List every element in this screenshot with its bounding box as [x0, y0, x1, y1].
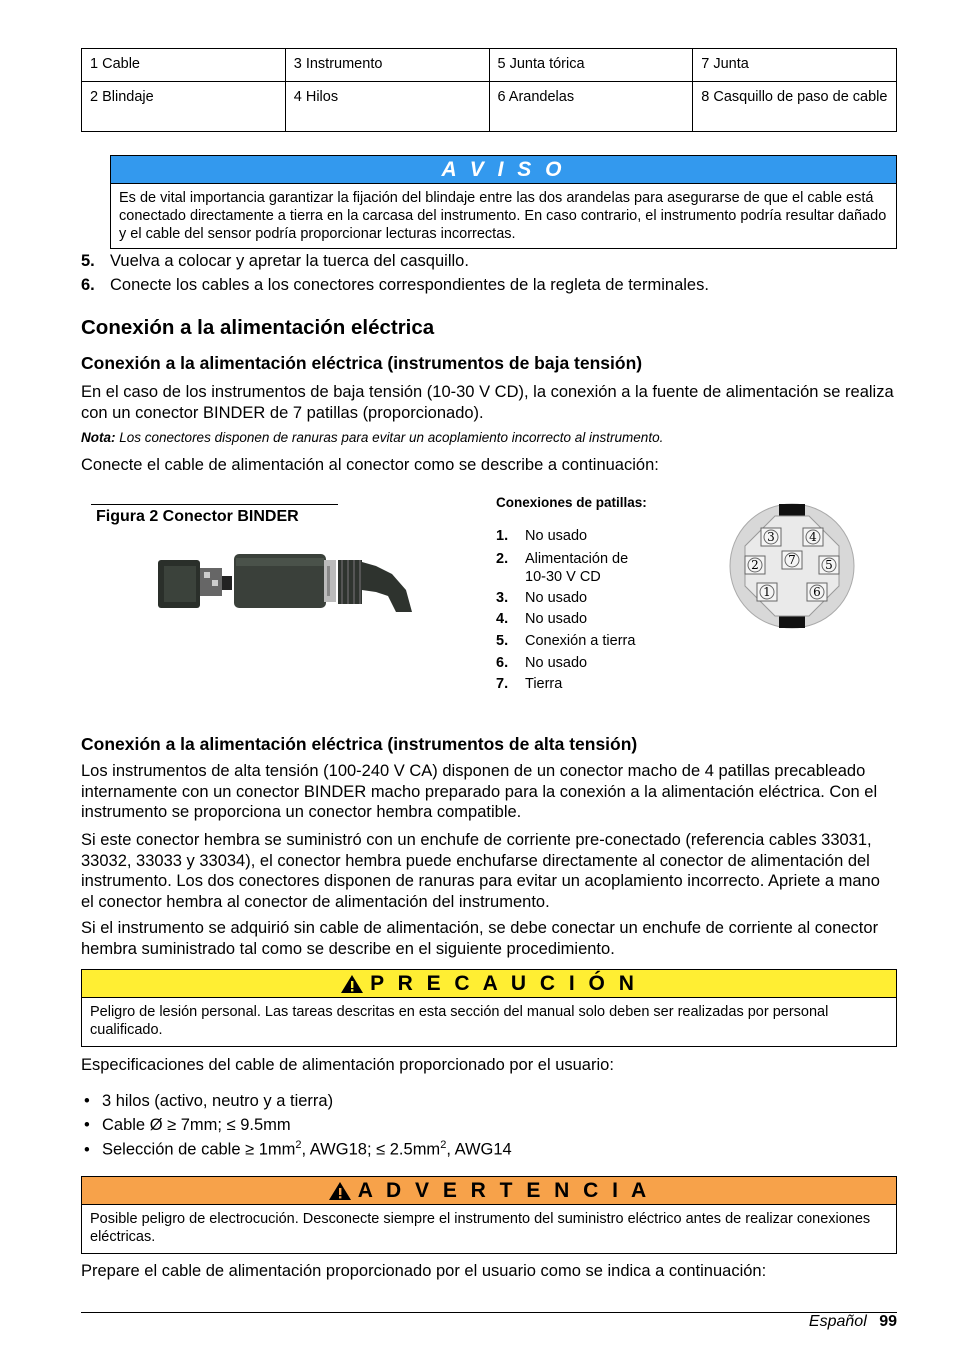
advertencia-box — [81, 1176, 897, 1254]
superscript: 2 — [295, 1139, 302, 1151]
spec-text: Cable Ø ≥ 7mm; ≤ 9.5mm — [102, 1116, 291, 1134]
pin-label: 5 — [825, 558, 833, 572]
note — [81, 430, 663, 445]
pin-label: 3 — [767, 530, 775, 544]
note-text: Los conectores disponen de ranuras para evitar un acoplamiento incorrecto al instrumento. — [119, 430, 664, 445]
pin-5 — [819, 556, 839, 574]
pin-number: 5. — [496, 633, 509, 649]
footer — [809, 1313, 897, 1331]
low-voltage-paragraph: En el caso de los instrumentos de baja tensión (10-30 V CD), la conexión a la fuente de alimentación se realiza con un conector BINDER de 7 patillas (proporcionado). — [81, 383, 894, 422]
advertencia-title: A D V E R T E N C I A — [357, 1178, 651, 1202]
pin-text: No usado — [525, 528, 588, 544]
section-title: Conexión a la alimentación eléctrica — [81, 316, 435, 339]
precaucion-text: Peligro de lesión personal. Las tareas descritas en esta sección del manual solo deben ser realizadas por personal cualificado. — [90, 1004, 829, 1038]
low-voltage-title: Conexión a la alimentación eléctrica (instrumentos de baja tensión) — [81, 353, 643, 373]
pin-number: 2. — [496, 551, 509, 567]
step-number: 5. — [81, 252, 95, 270]
pin-number: 6. — [496, 655, 509, 671]
step-item — [81, 276, 709, 295]
aviso-text: Es de vital importancia garantizar la fijación del blindaje entre las dos arandelas para asegurarse de que el cable está conectado directamente a tierra en la carcasa del instrumento. En caso contrario, el instrumento podría resultar dañado y el cable del sensor podría proporcionar lecturas incorrectas. — [119, 190, 887, 242]
footer-language: Español — [808, 1313, 867, 1330]
pins-title: Conexiones de patillas: — [496, 495, 647, 510]
table-cell: 8 Casquillo de paso de cable — [693, 82, 897, 132]
warning-icon — [340, 974, 364, 994]
pin-number: 1. — [496, 528, 509, 544]
pin-text: No usado — [525, 655, 588, 671]
advertencia-header — [82, 1177, 896, 1205]
step-item — [81, 252, 469, 271]
pin-diagram — [727, 502, 857, 630]
figure-rule — [91, 504, 338, 505]
pin-3 — [761, 528, 781, 546]
high-voltage-paragraph-3: Si el instrumento se adquirió sin cable de alimentación, se debe conectar un enchufe de corriente al conector hembra suministrado tal como se describe en el siguiente procedimiento. — [81, 919, 879, 958]
spec-text-a: Selección de cable ≥ 1mm — [102, 1140, 296, 1159]
pin-number: 4. — [496, 611, 509, 627]
spec-text: 3 hilos (activo, neutro y a tierra) — [102, 1092, 334, 1110]
pin-label: 2 — [751, 558, 759, 572]
pin-label: 6 — [813, 585, 821, 599]
pin-text: Conexión a tierra — [525, 633, 636, 649]
pin-label: 4 — [809, 530, 817, 544]
figure-caption: Figura 2 Conector BINDER — [96, 508, 299, 525]
pin-item — [496, 611, 587, 627]
warning-icon — [328, 1181, 352, 1201]
pin-item — [496, 550, 666, 586]
table-cell: 4 Hilos — [285, 82, 489, 132]
pin-text: Alimentación de 10-30 V CD — [525, 551, 629, 585]
pin-item — [496, 528, 587, 544]
advertencia-text: Posible peligro de electrocución. Desconecte siempre el instrumento del suministro eléctrico antes de realizar conexiones eléctricas. — [90, 1211, 871, 1245]
spec-text-c: , AWG14 — [446, 1140, 512, 1159]
list-item: • Cable Ø ≥ 7mm; ≤ 9.5mm — [84, 1116, 291, 1134]
pin-number: 7. — [496, 676, 509, 692]
pin-text: Tierra — [525, 676, 563, 692]
pin-label: 7 — [788, 553, 796, 567]
precaucion-box — [81, 969, 897, 1047]
pin-text: No usado — [525, 611, 588, 627]
high-voltage-title: Conexión a la alimentación eléctrica (instrumentos de alta tensión) — [81, 734, 638, 754]
pin-item — [496, 676, 562, 692]
aviso-box — [110, 155, 897, 249]
pin-item — [496, 655, 587, 671]
binder-connector-image — [156, 550, 414, 616]
pin-item — [496, 590, 587, 606]
step-number: 6. — [81, 276, 95, 294]
table-row — [82, 49, 897, 82]
spec-intro: Especificaciones del cable de alimentación proporcionado por el usuario: — [81, 1056, 614, 1074]
pin-2 — [745, 556, 765, 574]
pin-6 — [807, 583, 827, 601]
list-item: • Selección de cable ≥ $1mm^2$, AWG18; ≤ $2.5mm^2$, AWG14 — [84, 1139, 512, 1159]
precaucion-header — [82, 970, 896, 998]
precaucion-title: P R E C A U C I Ó N — [370, 971, 638, 995]
pin-7 — [782, 551, 802, 569]
step-text: Vuelva a colocar y apretar la tuerca del casquillo. — [110, 252, 469, 270]
superscript: 2 — [440, 1139, 447, 1151]
high-voltage-paragraph-2: Si este conector hembra se suministró con un enchufe de corriente pre-conectado (referencia cables 33031, 33032, 33033 y 33034), el conector hembra puede enchufarse directamente al conector de alimentación del instrumento. Los dos conectores disponen de ranuras para evitar un acoplamiento incorrecto. Apriete a mano el conector hembra al conector de alimentación del instrumento. — [81, 831, 880, 911]
list-item: • 3 hilos (activo, neutro y a tierra) — [84, 1092, 334, 1110]
pin-item — [496, 633, 635, 649]
step-text: Conecte los cables a los conectores correspondientes de la regleta de terminales. — [110, 276, 709, 294]
table-row — [82, 82, 897, 132]
table-cell: 6 Arandelas — [489, 82, 693, 132]
spec-text-b: , AWG18; ≤ 2.5mm — [301, 1140, 441, 1159]
table-cell: 2 Blindaje — [82, 82, 286, 132]
pin-label: 1 — [763, 585, 771, 599]
table-cell: 3 Instrumento — [285, 49, 489, 82]
pin-number: 3. — [496, 590, 509, 606]
pin-text: No usado — [525, 590, 588, 606]
table-cell: 5 Junta tórica — [489, 49, 693, 82]
low-voltage-paragraph-2: Conecte el cable de alimentación al conector como se describe a continuación: — [81, 456, 659, 474]
pin-1 — [757, 583, 777, 601]
parts-table — [81, 48, 897, 132]
table-cell: 1 Cable — [82, 49, 286, 82]
table-cell: 7 Junta — [693, 49, 897, 82]
pin-4 — [803, 528, 823, 546]
aviso-title: A V I S O — [111, 156, 896, 184]
final-paragraph: Prepare el cable de alimentación proporcionado por el usuario como se indica a continuación: — [81, 1262, 767, 1280]
page-number: 99 — [879, 1313, 897, 1330]
footer-rule — [81, 1312, 897, 1313]
note-label: Nota: — [81, 430, 116, 445]
high-voltage-paragraph-1: Los instrumentos de alta tensión (100-240 V CA) disponen de un conector macho de 4 patillas precableado internamente con un conector BINDER macho preparado para la conexión a la alimentación eléctrica. Con el instrumento se proporciona un conector hembra compatible. — [81, 762, 878, 821]
